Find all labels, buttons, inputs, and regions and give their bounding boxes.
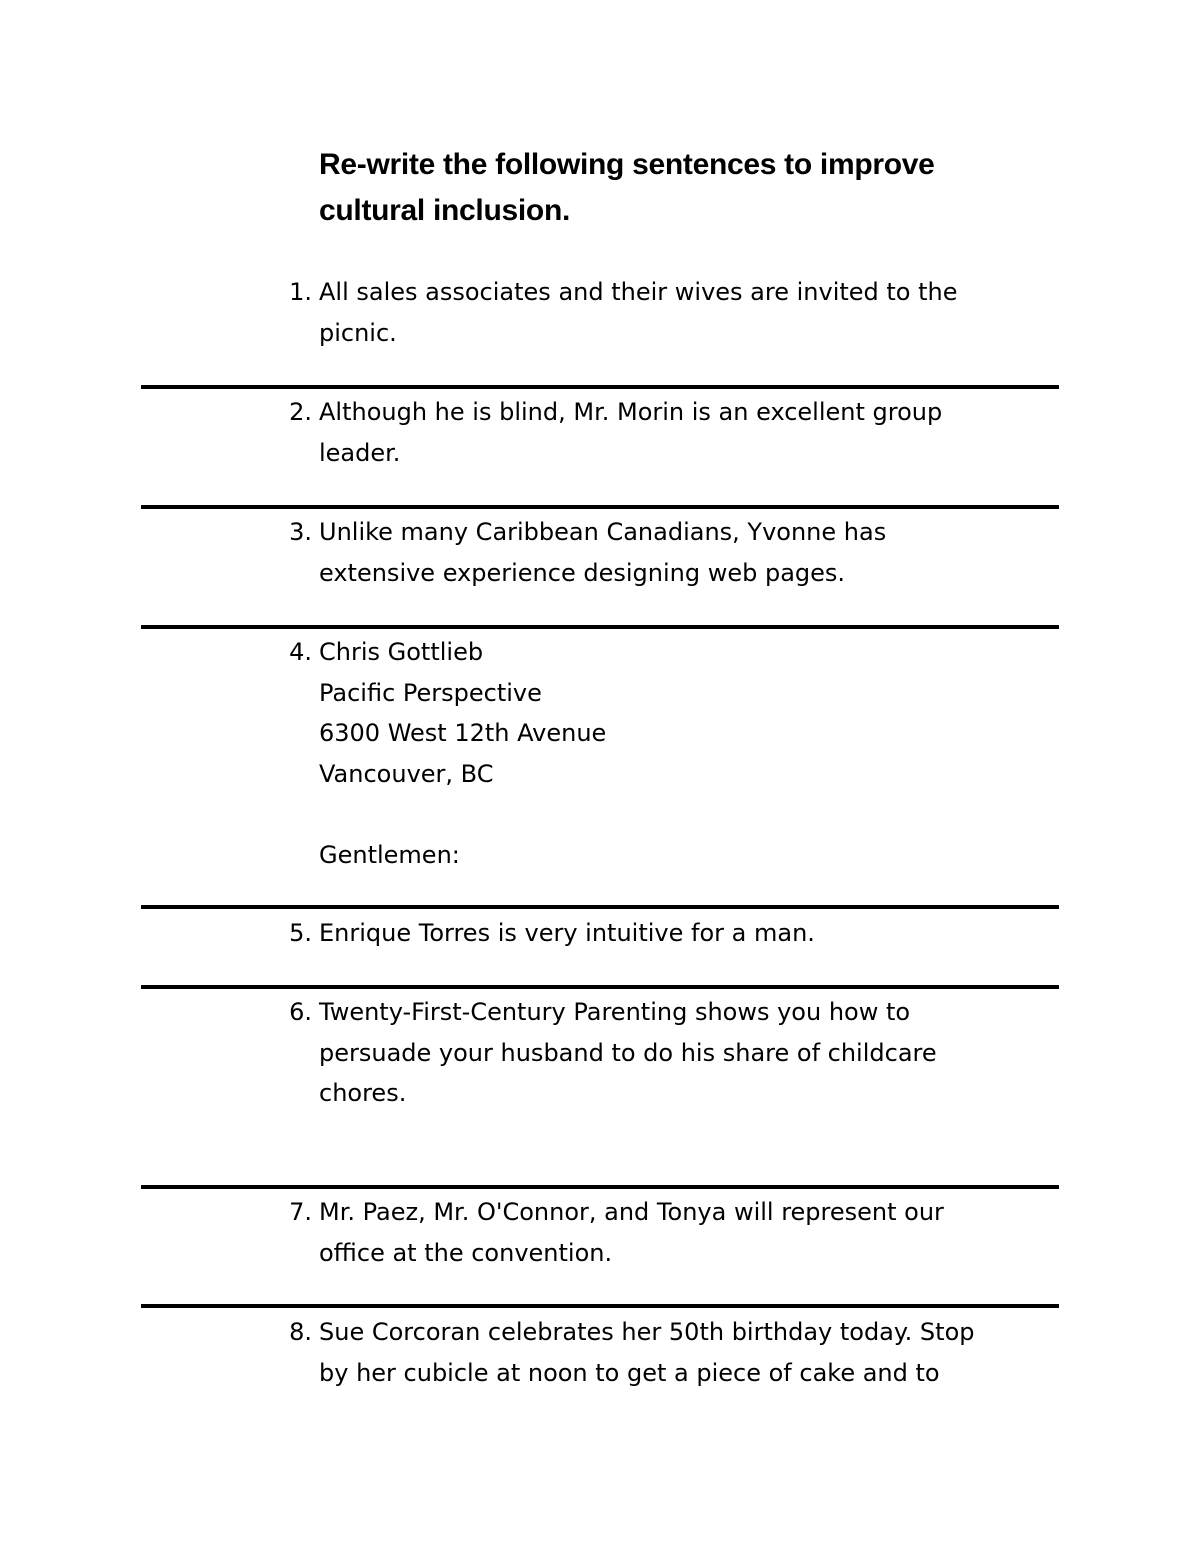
answer-line-3 — [141, 625, 1059, 629]
item-text: All sales associates and their wives are invited to the picnic. — [319, 278, 958, 347]
answer-line-7 — [141, 1304, 1059, 1308]
item-number: 3. — [289, 518, 312, 546]
item-number: 6. — [289, 998, 312, 1026]
item-text: Although he is blind, Mr. Morin is an excellent group leader. — [319, 398, 943, 467]
item-text: Unlike many Caribbean Canadians, Yvonne has extensive experience designing web pages. — [319, 518, 887, 587]
item-text: Mr. Paez, Mr. O'Connor, and Tonya will represent our office at the convention. — [319, 1198, 944, 1267]
answer-line-2 — [141, 505, 1059, 509]
item-number: 2. — [289, 398, 312, 426]
item-number: 4. — [289, 638, 312, 666]
answer-line-5 — [141, 985, 1059, 989]
item-text: Sue Corcoran celebrates her 50th birthday today. Stop by her cubicle at noon to get a piece of cake and to — [319, 1318, 975, 1387]
item-text: Chris Gottlieb Pacific Perspective 6300 West 12th Avenue Vancouver, BC Gentlemen: — [319, 638, 607, 869]
item-number: 7. — [289, 1198, 312, 1226]
item-number: 8. — [289, 1318, 312, 1346]
worksheet-title: Re-write the following sentences to improve cultural inclusion. — [319, 148, 935, 227]
answer-line-1 — [141, 385, 1059, 389]
item-text: Twenty-First-Century Parenting shows you how to persuade your husband to do his share of childcare chores. — [319, 998, 937, 1107]
answer-line-4 — [141, 905, 1059, 909]
item-text: Enrique Torres is very intuitive for a man. — [319, 919, 815, 947]
item-number: 5. — [289, 919, 312, 947]
item-number: 1. — [289, 278, 312, 306]
answer-line-6 — [141, 1185, 1059, 1189]
